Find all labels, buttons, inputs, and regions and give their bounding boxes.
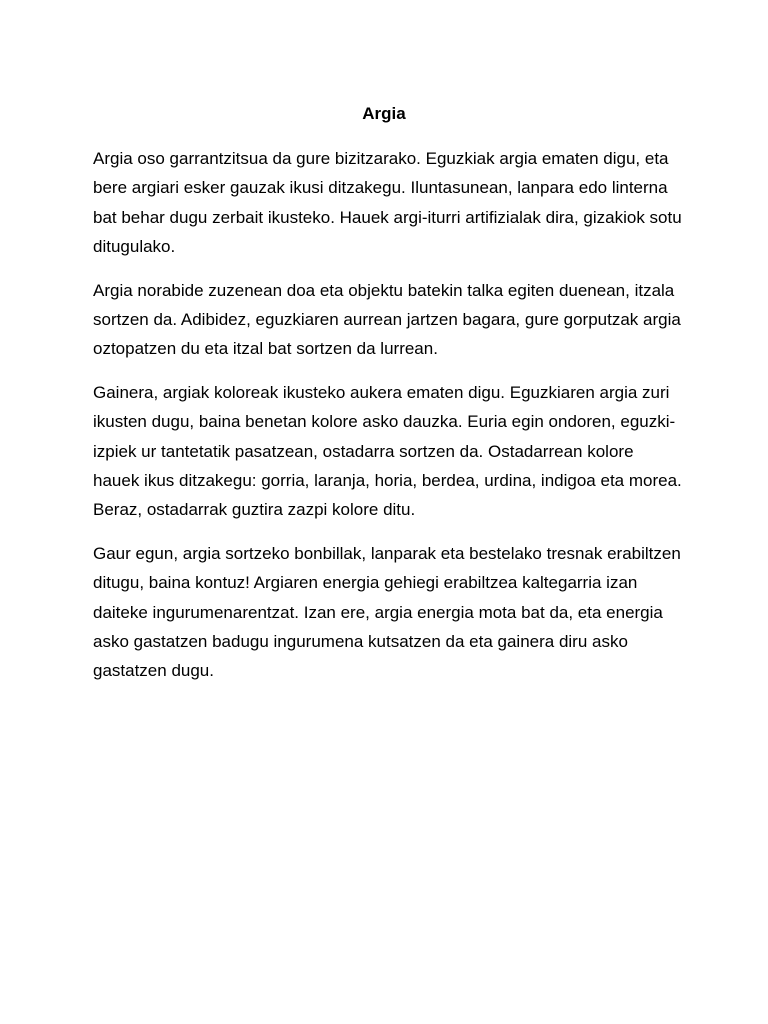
paragraph-3: Gainera, argiak koloreak ikusteko aukera ematen digu. Eguzkiaren argia zuri ikusten dugu, baina benetan kolore asko dauzka. Euria egin ondoren, eguzki-izpiek ur tantetatik pasatzean, ostadarra sortzen da. Ostadarrean kolore hauek ikus ditzakegu: gorria, laranja, horia, berdea, urdina, indigoa eta morea. Beraz, ostadarrak guztira zazpi kolore ditu. <box>93 383 682 520</box>
paragraph-2: Argia norabide zuzenean doa eta objektu batekin talka egiten duenean, itzala sortzen da. Adibidez, eguzkiaren aurrean jartzen bagara, gure gorputzak argia oztopatzen du eta itzal bat sortzen da lurrean. <box>93 280 681 359</box>
paragraph-4: Gaur egun, argia sortzeko bonbillak, lanparak eta bestelako tresnak erabiltzen ditugu, baina kontuz! Argiaren energia gehiegi erabiltzea kaltegarria izan daiteke ingurumenarentzat. Izan ere, argia energia mota bat da, eta energia asko gastatzen badugu ingurumena kutsatzen da eta gainera diru asko gastatzen dugu. <box>93 544 681 681</box>
document-body <box>93 144 683 700</box>
paragraph-1: Argia oso garrantzitsua da gure bizitzarako. Eguzkiak argia ematen digu, eta bere argiari esker gauzak ikusi ditzakegu. Iluntasunean, lanpara edo linterna bat behar dugu zerbait ikusteko. Hauek argi-iturri artifizialak dira, gizakiok sotu ditugulako. <box>93 149 682 256</box>
document-title: Argia <box>362 104 406 123</box>
